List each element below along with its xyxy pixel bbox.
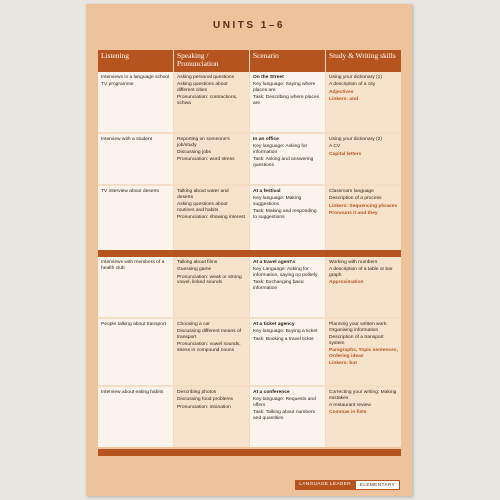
speaking-cell — [174, 387, 250, 447]
speaking-entry: Pronunciation: showing interest — [177, 214, 245, 220]
table-row — [98, 257, 401, 317]
scenario-cell — [250, 134, 326, 184]
study-entry: Linkers: and — [329, 97, 359, 103]
study-entry: Description of a process — [329, 196, 382, 202]
study-entry: Paragraphs, Topic sentences, Ordering ideas — [329, 347, 398, 359]
listening-cell — [98, 387, 174, 447]
header-speaking: Speaking / Pronunciation — [174, 50, 250, 72]
scenario-cell — [250, 72, 326, 132]
study-entry: Description of a transport system — [329, 334, 384, 346]
scenario-cell — [250, 186, 326, 250]
level-label: ELEMENTARY — [355, 480, 400, 490]
syllabus-table — [98, 50, 401, 460]
study-entry: A CV — [329, 144, 341, 150]
study-entry: Approximation — [329, 280, 364, 286]
speaking-entry: Asking personal questions — [177, 75, 235, 80]
speaking-cell — [174, 257, 250, 317]
listening-entry: Interview with a student — [101, 137, 153, 142]
speaking-entry: Asking questions about different cities — [177, 82, 228, 93]
study-entry: A description of a city — [329, 82, 376, 88]
speaking-entry: Discussing food problems — [177, 397, 233, 403]
speaking-cell — [174, 319, 250, 385]
table-row — [98, 186, 401, 250]
study-cell — [326, 257, 401, 317]
speaking-cell — [174, 134, 250, 184]
series-label: LANGUAGE LEADER — [295, 480, 355, 490]
listening-entry: TV interview about deserts — [101, 189, 159, 194]
scenario-entry: On the Street — [253, 75, 284, 80]
scenario-entry: Task: Booking a travel ticket — [253, 336, 314, 342]
header-scenario: Scenario — [250, 50, 326, 72]
speaking-cell — [174, 72, 250, 132]
listening-entry: TV programme — [101, 82, 134, 88]
scenario-entry: Key language: Making suggestions — [253, 196, 302, 207]
speaking-entry: Talking about water and deserts — [177, 189, 229, 200]
study-cell — [326, 387, 401, 447]
speaking-entry: Reporting on someone's job/study — [177, 137, 230, 148]
listening-cell — [98, 134, 174, 184]
scenario-entry: At a ticket agency — [253, 322, 295, 327]
page-title: UNITS 1–6 — [213, 20, 285, 31]
scenario-entry: Task: Making and responding to suggestions — [253, 209, 317, 220]
speaking-entry: Pronunciation: word stress — [177, 157, 235, 163]
header-study: Study & Writing skills — [326, 50, 401, 72]
table-row — [98, 387, 401, 447]
bottom-band — [98, 449, 401, 456]
listening-cell — [98, 319, 174, 385]
speaking-entry: Pronunciation: weak or strong vowel, linked sounds — [177, 274, 242, 286]
table-body — [98, 72, 401, 456]
speaking-entry: Guessing game — [177, 267, 212, 273]
listening-entry: People talking about transport — [101, 322, 166, 327]
listening-entry: Interviews with members of a health club — [101, 260, 165, 271]
scenario-entry: Task: Talking about numbers and quantities — [253, 410, 315, 421]
study-entry: Linkers: Sequencing phrases — [329, 203, 398, 209]
listening-cell — [98, 186, 174, 250]
listening-cell — [98, 72, 174, 132]
speaking-entry: Pronunciation: contractions, schwa — [177, 95, 238, 106]
study-entry: Linkers: but — [329, 360, 357, 366]
scenario-entry: Task: Exchanging basic information — [253, 280, 305, 291]
section-divider-band — [98, 250, 401, 257]
table-row — [98, 72, 401, 132]
scenario-entry: In an office — [253, 137, 279, 142]
study-entry: Capital letters — [329, 151, 362, 157]
speaking-entry: Pronunciation: intonation — [177, 404, 231, 410]
study-entry: Planning your written work: Organising information — [329, 322, 388, 333]
study-entry: Using your dictionary (2) — [329, 137, 383, 142]
study-cell — [326, 186, 401, 250]
scenario-entry: Task: Asking and answering questions — [253, 157, 314, 168]
study-entry: A description of a table or bar graph — [329, 267, 393, 278]
scenario-cell — [250, 387, 326, 447]
scenario-entry: Key language: Saying where places are — [253, 82, 316, 93]
header-listening: Listening — [98, 50, 174, 72]
speaking-entry: Choosing a car — [177, 322, 210, 327]
study-cell — [326, 72, 401, 132]
study-entry: Commas in lists — [329, 410, 367, 416]
speaking-entry: Discussing jobs — [177, 149, 211, 155]
speaking-entry: Describing photos — [177, 390, 217, 395]
scenario-entry: At a conference — [253, 390, 290, 395]
listening-entry: Interviews in a language school — [101, 75, 170, 80]
table-row — [98, 134, 401, 184]
study-cell — [326, 319, 401, 385]
listening-entry: Interview about eating habits — [101, 390, 164, 395]
scenario-entry: At a travel agent's — [253, 260, 295, 265]
table-header-row — [98, 50, 401, 72]
study-entry: Pronouns it and they — [329, 211, 378, 217]
scenario-entry: Key language: Buying a ticket — [253, 329, 318, 335]
speaking-entry: Discussing different means of transport — [177, 329, 242, 340]
book-footer — [295, 480, 400, 490]
listening-cell — [98, 257, 174, 317]
speaking-entry: Talking about films — [177, 260, 218, 265]
scenario-cell — [250, 257, 326, 317]
study-entry: Correcting your writing: Making mistakes — [329, 390, 397, 401]
scenario-entry: Key language: Requests and offers — [253, 397, 316, 408]
scenario-entry: Key Language: Asking for information, saying no politely — [253, 267, 318, 278]
study-entry: Adjectives — [329, 89, 354, 95]
speaking-cell — [174, 186, 250, 250]
scenario-entry: Task: Describing where places are — [253, 95, 320, 106]
scenario-entry: At a festival — [253, 189, 281, 194]
study-entry: A restaurant review — [329, 402, 371, 408]
study-cell — [326, 134, 401, 184]
study-entry: Working with numbers — [329, 260, 378, 265]
speaking-entry: Asking questions about routines and habits — [177, 201, 228, 213]
speaking-entry: Pronunciation: vowel sounds, stress in compound nouns — [177, 342, 241, 353]
study-entry: Using your dictionary (1) — [329, 75, 383, 80]
syllabus-page — [86, 4, 412, 496]
scenario-entry: Key language: Asking for information — [253, 144, 308, 155]
table-row — [98, 319, 401, 385]
scenario-cell — [250, 319, 326, 385]
study-entry: Classroom language — [329, 189, 374, 194]
